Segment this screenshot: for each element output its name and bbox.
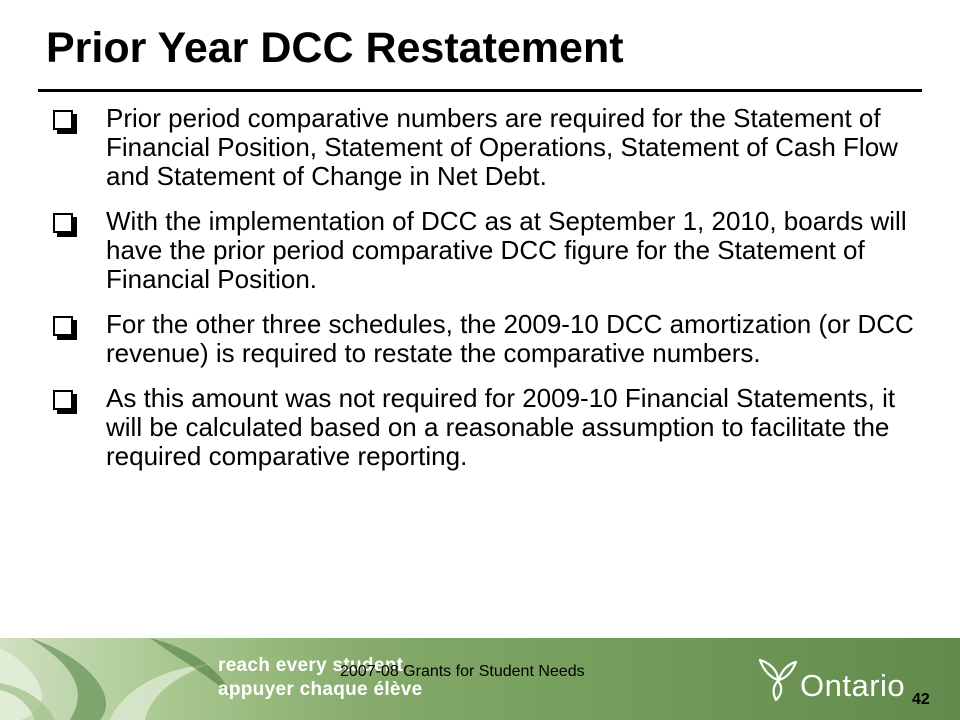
footer-band: [0, 638, 960, 720]
bullet-item: [52, 384, 922, 471]
hollow-square-bullet-icon: [53, 213, 73, 233]
bullet-text: As this amount was not required for 2009-10 Financial Statements, it will be calculated based on a reasonable assumption to facilitate the required comparative reporting.: [106, 383, 896, 471]
hollow-square-bullet-icon: [53, 110, 73, 130]
trillium-icon: [752, 656, 804, 702]
bullet-item: [52, 310, 922, 368]
ontario-wordmark: Ontario: [800, 668, 906, 703]
tagline-english: reach every student: [218, 655, 404, 676]
slide-title: Prior Year DCC Restatement: [46, 24, 624, 72]
footer-note: 2007-08 Grants for Student Needs: [340, 663, 585, 680]
slide-number: 42: [912, 691, 930, 708]
bullet-text: Prior period comparative numbers are required for the Statement of Financial Position, Statement of Operations, Statement of Cash Flow and Statement of Change in Net Debt.: [106, 103, 898, 191]
bullet-text: With the implementation of DCC as at September 1, 2010, boards will have the prior period comparative DCC figure for the Statement of Financial Position.: [106, 206, 907, 294]
tagline-french: appuyer chaque élève: [218, 679, 423, 700]
hollow-square-bullet-icon: [53, 316, 73, 336]
bullet-list: [52, 104, 922, 487]
bullet-item: [52, 207, 922, 294]
bullet-item: [52, 104, 922, 191]
hollow-square-bullet-icon: [53, 390, 73, 410]
bullet-text: For the other three schedules, the 2009-10 DCC amortization (or DCC revenue) is required to restate the comparative numbers.: [106, 309, 914, 368]
title-divider: [38, 89, 922, 92]
